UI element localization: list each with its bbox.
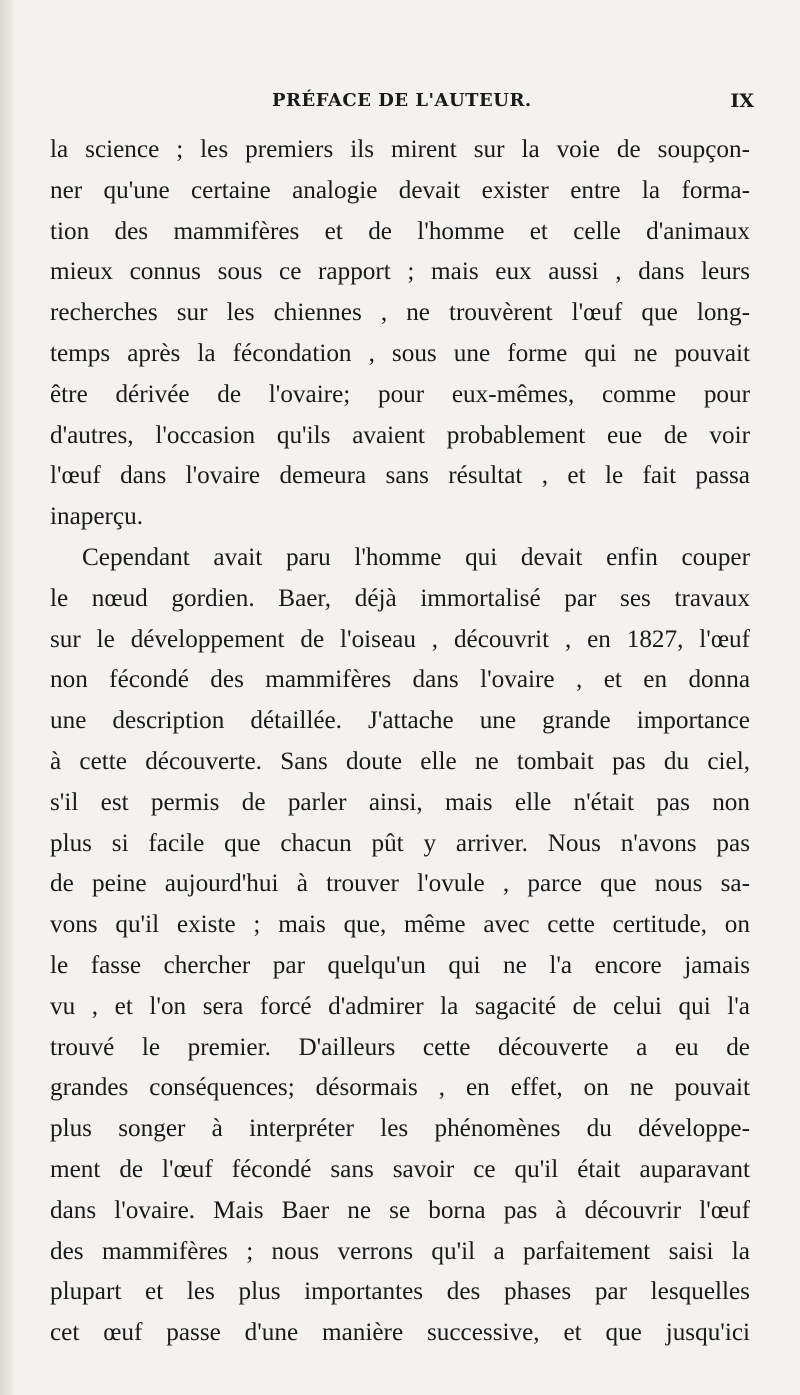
text-line: à cette découverte. Sans doute elle ne tombait pas du ciel, bbox=[50, 747, 750, 775]
text-line: le fasse chercher par quelqu'un qui ne l'a encore jamais bbox=[50, 951, 750, 979]
running-title: PRÉFACE DE L'AUTEUR. bbox=[272, 90, 532, 111]
text-line: trouvé le premier. D'ailleurs cette découverte a eu de bbox=[50, 1033, 750, 1061]
paragraph-end-line: inaperçu. bbox=[50, 503, 144, 531]
text-line: plupart et les plus importantes des phases par lesquelles bbox=[50, 1278, 750, 1306]
text-line: d'autres, l'occasion qu'ils avaient probablement eue de voir bbox=[50, 421, 750, 449]
text-line: l'œuf dans l'ovaire demeura sans résultat , et le fait passa bbox=[50, 462, 750, 490]
paragraph-start-line: Cependant avait paru l'homme qui devait enfin couper bbox=[82, 543, 750, 571]
text-line: une description détaillée. J'attache une grande importance bbox=[50, 707, 750, 735]
text-line: ner qu'une certaine analogie devait exister entre la forma- bbox=[50, 176, 750, 204]
text-line: s'il est permis de parler ainsi, mais elle n'était pas non bbox=[50, 788, 750, 816]
text-line: recherches sur les chiennes , ne trouvèrent l'œuf que long- bbox=[50, 299, 750, 327]
text-line: plus si facile que chacun pût y arriver. Nous n'avons pas bbox=[50, 829, 750, 857]
text-line: dans l'ovaire. Mais Baer ne se borna pas à découvrir l'œuf bbox=[50, 1196, 750, 1224]
text-line: tion des mammifères et de l'homme et celle d'animaux bbox=[50, 217, 750, 245]
text-line: le nœud gordien. Baer, déjà immortalisé par ses travaux bbox=[50, 584, 750, 612]
text-line: plus songer à interpréter les phénomènes du développe- bbox=[50, 1115, 750, 1143]
text-line: vu , et l'on sera forcé d'admirer la sagacité de celui qui l'a bbox=[50, 992, 750, 1020]
text-line: non fécondé des mammifères dans l'ovaire , et en donna bbox=[50, 666, 750, 694]
text-line: cet œuf passe d'une manière successive, et que jusqu'ici bbox=[50, 1319, 750, 1347]
text-line: des mammifères ; nous verrons qu'il a parfaitement saisi la bbox=[50, 1237, 750, 1265]
body-text bbox=[50, 130, 750, 1354]
text-line: la science ; les premiers ils mirent sur la voie de soupçon- bbox=[50, 136, 750, 163]
text-line: de peine aujourd'hui à trouver l'ovule , parce que nous sa- bbox=[50, 870, 750, 898]
page-number: IX bbox=[730, 90, 754, 112]
text-line: sur le développement de l'oiseau , découvrit , en 1827, l'œuf bbox=[50, 625, 750, 653]
text-line: vons qu'il existe ; mais que, même avec cette certitude, on bbox=[50, 911, 750, 939]
text-line: grandes conséquences; désormais , en effet, on ne pouvait bbox=[50, 1074, 750, 1102]
text-line: ment de l'œuf fécondé sans savoir ce qu'il était auparavant bbox=[50, 1155, 750, 1183]
text-line: être dérivée de l'ovaire; pour eux-mêmes, comme pour bbox=[50, 380, 750, 408]
page-header bbox=[50, 86, 754, 120]
text-line: mieux connus sous ce rapport ; mais eux aussi , dans leurs bbox=[50, 258, 750, 286]
text-line: temps après la fécondation , sous une forme qui ne pouvait bbox=[50, 339, 750, 367]
page-edge bbox=[0, 0, 14, 1395]
